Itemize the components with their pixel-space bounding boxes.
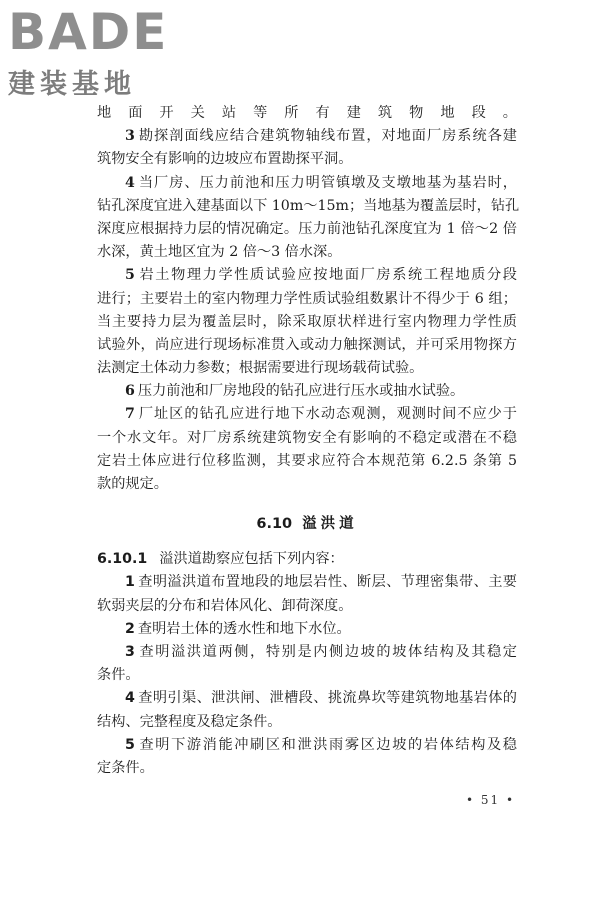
clause-number: 6.10.1 <box>97 551 148 568</box>
section-title: 溢洪道 <box>302 516 358 533</box>
list-item-continuation: 条件。 <box>97 667 140 684</box>
section-heading <box>97 504 517 544</box>
list-item-continuation: 软弱夹层的分布和岩体风化、卸荷深度。 <box>97 597 353 614</box>
body-line: 款的规定。 <box>97 476 168 492</box>
item-number: 3 <box>125 643 135 660</box>
item-number: 4 <box>125 174 135 191</box>
body-line: 筑物安全有影响的边坡应布置勘探平洞。 <box>97 151 353 168</box>
item-number: 3 <box>125 128 135 145</box>
item-number: 1 <box>125 574 135 591</box>
body-line: 一个水文年。对厂房系统建筑物安全有影响的不稳定或潜在不稳 <box>97 429 517 446</box>
item-number: 4 <box>125 690 135 707</box>
body-line: 当主要持力层为覆盖层时，除采取原状样进行室内物理力学性质 <box>97 313 517 330</box>
page-number: • 51 • <box>466 793 516 807</box>
body-line: 进行；主要岩土的室内物理力学性质试验组数累计不得少于 6 组； <box>97 290 517 307</box>
body-line: 法测定土体动力参数；根据需要进行现场载荷试验。 <box>97 360 424 377</box>
logo-mark-text: BADE <box>8 3 169 61</box>
body-line: 深度应根据持力层的情况确定。压力前池钻孔深度宜为 1 倍～2 倍 <box>97 220 517 237</box>
body-line-item-6: 6 压力前池和厂房地段的钻孔应进行压水或抽水试验。 <box>125 383 465 400</box>
list-item-continuation: 定条件。 <box>97 759 154 776</box>
publisher-logo <box>8 4 188 101</box>
item-number: 5 <box>125 267 135 284</box>
list-item-2: 2 查明岩土体的透水性和地下水位。 <box>125 620 351 637</box>
list-item-continuation: 结构、完整程度及稳定条件。 <box>97 713 282 730</box>
list-item-1: 1 查明溢洪道布置地段的地层岩性、断层、节理密集带、主要 <box>125 574 517 591</box>
body-line-item-5: 5 岩土物理力学性质试验应按地面厂房系统工程地质分段 <box>125 267 517 284</box>
body-text-block <box>97 102 520 496</box>
section-number: 6.10 <box>256 516 293 533</box>
body-line: 地面开关站等所有建筑物地段。 <box>97 105 517 121</box>
section-items-block <box>97 548 517 780</box>
clause-line <box>97 548 517 571</box>
item-number: 5 <box>125 736 135 753</box>
list-item-4: 4 查明引渠、泄洪闸、泄槽段、挑流鼻坎等建筑物地基岩体的 <box>125 690 517 707</box>
clause-text: 溢洪道勘察应包括下列内容： <box>159 551 344 568</box>
body-line: 试验外，尚应进行现场标准贯入或动力触探测试，并可采用物探方 <box>97 336 517 353</box>
body-line: 定岩土体应进行位移监测，其要求应符合本规范第 6.2.5 条第 5 <box>97 452 517 469</box>
body-line-item-3: 3 勘探剖面线应结合建筑物轴线布置，对地面厂房系统各建 <box>125 128 517 145</box>
logo-subtitle: 建装基地 <box>8 69 136 100</box>
body-line-item-7: 7 厂址区的钻孔应进行地下水动态观测，观测时间不应少于 <box>125 406 517 423</box>
page-content <box>97 102 520 780</box>
logo-mark <box>8 4 188 60</box>
item-number: 7 <box>125 406 135 423</box>
body-line: 钻孔深度宜进入建基面以下 10m～15m；当地基为覆盖层时，钻孔 <box>97 197 520 214</box>
list-item-3: 3 查明溢洪道两侧，特别是内侧边坡的坡体结构及其稳定 <box>125 643 517 660</box>
body-line-item-4: 4 当厂房、压力前池和压力明管镇墩及支墩地基为基岩时， <box>125 174 517 191</box>
body-line: 水深，黄土地区宜为 2 倍～3 倍水深。 <box>97 244 342 261</box>
item-number: 2 <box>125 620 135 637</box>
list-item-5: 5 查明下游消能冲刷区和泄洪雨雾区边坡的岩体结构及稳 <box>125 736 517 753</box>
item-number: 6 <box>125 383 135 400</box>
